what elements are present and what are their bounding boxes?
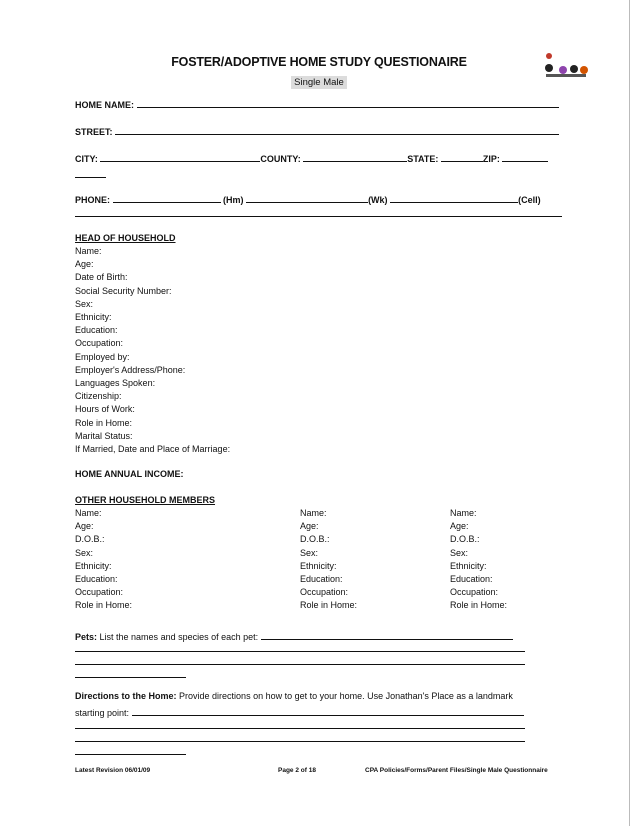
zip-field-continued[interactable] — [75, 177, 106, 178]
other-household-members-heading: OTHER HOUSEHOLD MEMBERS — [75, 495, 216, 505]
hoh-field-label: Languages Spoken: — [75, 378, 156, 388]
directions-line-2[interactable] — [75, 728, 525, 729]
member-3-field-label: Occupation: — [450, 587, 499, 598]
member-3-field-label: Education: — [450, 574, 493, 584]
phone-row — [75, 192, 541, 205]
hoh-field-label: Sex: — [75, 298, 94, 309]
footer-page-number: Page 2 of 18 — [278, 767, 316, 774]
hoh-field-label: Employer's Address/Phone: — [75, 364, 186, 375]
member-2-field-label: D.O.B.: — [300, 534, 330, 545]
hoh-field-label: Social Security Number: — [75, 285, 172, 296]
member-2-field-label: Occupation: — [300, 587, 349, 598]
directions-row — [75, 691, 513, 701]
directions-line-3[interactable] — [75, 741, 525, 742]
member-2-field-label: Education: — [300, 574, 343, 584]
hoh-field-label: Age: — [75, 259, 94, 270]
city-label: CITY: — [75, 154, 98, 164]
street-field[interactable] — [115, 124, 559, 135]
hoh-field-label: If Married, Date and Place of Marriage: — [75, 444, 231, 454]
state-label: STATE: — [407, 154, 439, 164]
page-subtitle: Single Male — [291, 76, 347, 89]
member-3-field-label: Ethnicity: — [450, 560, 487, 571]
section-divider — [75, 216, 562, 217]
member-1-field-label: Role in Home: — [75, 600, 133, 611]
street-row — [75, 124, 559, 137]
cell-phone-label: (Cell) — [518, 195, 541, 205]
city-field[interactable] — [100, 151, 260, 162]
member-1-field-label: Age: — [75, 521, 94, 532]
member-3-field-label: Role in Home: — [450, 600, 508, 611]
home-phone-field[interactable] — [113, 192, 221, 203]
home-annual-income-label: HOME ANNUAL INCOME: — [75, 469, 184, 479]
member-2-field-label: Ethnicity: — [300, 560, 337, 571]
hoh-field-label: Marital Status: — [75, 430, 133, 441]
hoh-field-label: Date of Birth: — [75, 272, 128, 283]
work-phone-field[interactable] — [246, 192, 368, 203]
directions-line-4[interactable] — [75, 754, 186, 755]
hoh-field-label: Occupation: — [75, 338, 124, 349]
directions-row-2 — [75, 705, 524, 718]
work-phone-label: (Wk) — [368, 195, 388, 205]
head-of-household-heading: HEAD OF HOUSEHOLD — [75, 233, 176, 243]
pets-line-3[interactable] — [75, 664, 525, 665]
member-1-field-label: Ethnicity: — [75, 560, 112, 571]
member-1-field-label: Name: — [75, 508, 102, 518]
home-phone-label: (Hm) — [223, 195, 244, 205]
member-3-field-label: Name: — [450, 508, 477, 518]
hoh-field-label: Education: — [75, 325, 118, 336]
home-name-row — [75, 97, 559, 110]
zip-label: ZIP: — [482, 154, 500, 164]
hoh-field-label: Employed by: — [75, 351, 130, 362]
zip-field[interactable] — [502, 151, 548, 162]
member-2-field-label: Role in Home: — [300, 600, 358, 611]
member-2-field-label: Sex: — [300, 547, 319, 558]
directions-instructions: Provide directions on how to get to your home. Use Jonathan's Place as a landmark — [179, 691, 513, 701]
member-1-field-label: Education: — [75, 574, 118, 584]
page-title: FOSTER/ADOPTIVE HOME STUDY QUESTIONAIRE — [171, 55, 467, 69]
member-3-field-label: Sex: — [450, 547, 469, 558]
member-3-field-label: Age: — [450, 521, 469, 532]
member-3-field-label: D.O.B.: — [450, 534, 480, 545]
directions-instructions-2: starting point: — [75, 708, 130, 718]
pets-instructions: List the names and species of each pet: — [99, 632, 259, 642]
street-label: STREET: — [75, 127, 113, 137]
pets-line-4[interactable] — [75, 677, 186, 678]
directions-field[interactable] — [132, 705, 524, 716]
hoh-field-label: Hours of Work: — [75, 404, 135, 415]
footer-file-path: CPA Policies/Forms/Parent Files/Single Male Questionnaire — [365, 767, 548, 774]
home-name-label: HOME NAME: — [75, 100, 134, 110]
member-1-field-label: Sex: — [75, 547, 94, 558]
phone-label: PHONE: — [75, 195, 111, 205]
hoh-field-label: Name: — [75, 246, 102, 256]
pets-row — [75, 629, 513, 642]
pets-line-2[interactable] — [75, 651, 525, 652]
member-1-field-label: Occupation: — [75, 587, 124, 598]
county-label: COUNTY: — [260, 154, 301, 164]
member-2-field-label: Name: — [300, 508, 327, 518]
member-2-field-label: Age: — [300, 521, 319, 532]
cell-phone-field[interactable] — [390, 192, 518, 203]
home-name-field[interactable] — [137, 97, 559, 108]
pets-label: Pets: — [75, 632, 98, 642]
directions-label: Directions to the Home: — [75, 691, 177, 701]
hoh-field-label: Ethnicity: — [75, 312, 112, 322]
county-field[interactable] — [303, 151, 407, 162]
member-1-field-label: D.O.B.: — [75, 534, 105, 545]
footer-revision: Latest Revision 06/01/09 — [75, 767, 151, 774]
state-field[interactable] — [441, 151, 483, 162]
hoh-field-label: Citizenship: — [75, 391, 122, 402]
hoh-field-label: Role in Home: — [75, 417, 133, 428]
pets-field[interactable] — [261, 629, 513, 640]
jonathans-place-logo — [541, 50, 591, 80]
city-row — [75, 151, 548, 164]
